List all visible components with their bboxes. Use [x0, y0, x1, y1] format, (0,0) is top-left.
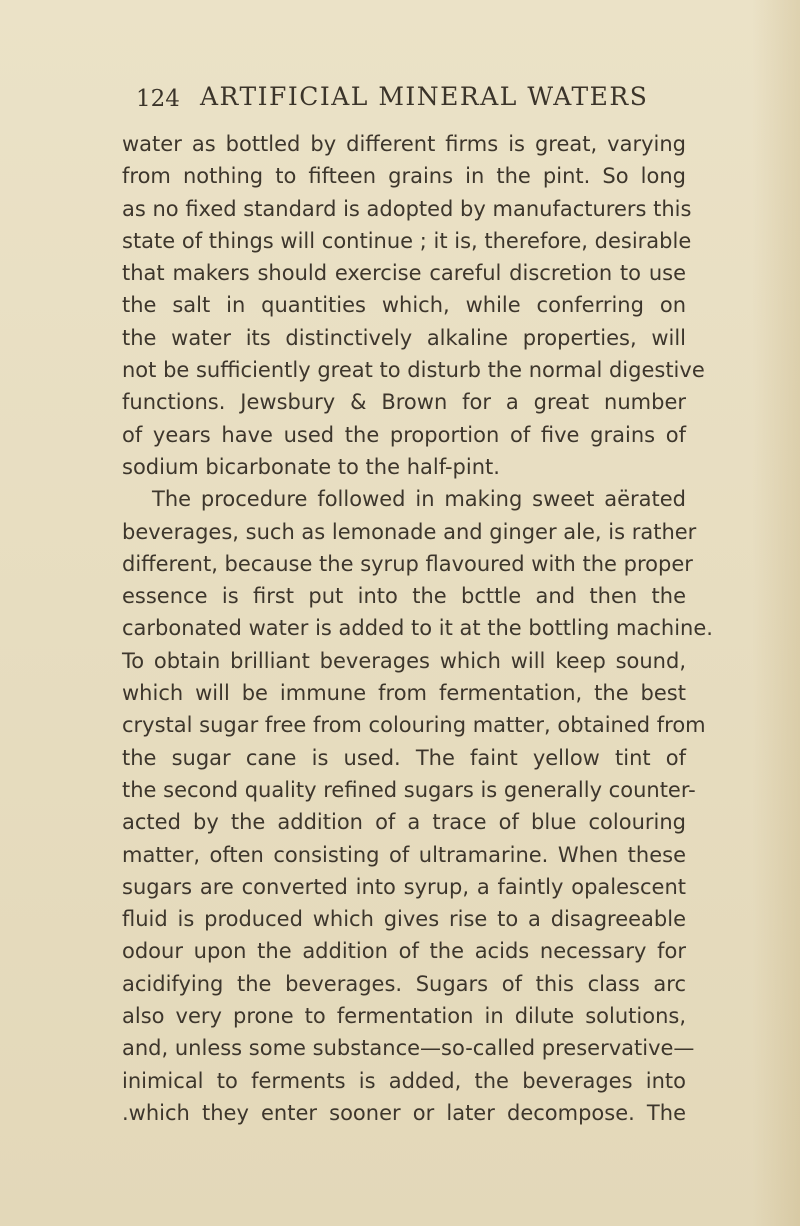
text-line: and, unless some substance—so-called preservative— — [122, 1036, 695, 1061]
text-line: sugars are converted into syrup, a faintly opalescent — [122, 874, 686, 899]
text-line: water as bottled by different firms is great, varying — [122, 132, 686, 156]
text-line: functions. Jewsbury & Brown for a great number — [122, 390, 686, 415]
text-line: different, because the syrup flavoured with the proper — [122, 551, 693, 576]
paragraph-end-line: sodium bicarbonate to the half-pint. — [122, 454, 500, 479]
text-line: the second quality refined sugars is generally counter- — [122, 777, 696, 802]
text-line: acted by the addition of a trace of blue colouring — [122, 810, 686, 835]
text-line: fluid is produced which gives rise to a disagreeable — [122, 907, 686, 932]
page-number: 124 — [136, 86, 180, 112]
text-line: odour upon the addition of the acids necessary for — [122, 939, 686, 964]
text-line: beverages, such as lemonade and ginger ale, is rather — [122, 519, 697, 544]
text-line: crystal sugar free from colouring matter, obtained from — [122, 713, 706, 738]
text-line: essence is first put into the bcttle and then the — [122, 584, 686, 609]
text-line: the salt in quantities which, while conferring on — [122, 293, 686, 318]
text-line: inimical to ferments is added, the beverages into — [122, 1068, 686, 1093]
text-line: as no fixed standard is adopted by manufacturers this — [122, 196, 692, 221]
paragraph-start-line: The procedure followed in making sweet aërated — [152, 487, 686, 512]
body-text — [122, 128, 713, 1129]
text-line: acidifying the beverages. Sugars of this class arc — [122, 971, 686, 996]
text-line: also very prone to fermentation in dilute solutions, — [122, 1004, 686, 1029]
text-line: of years have used the proportion of five grains of — [122, 422, 686, 447]
text-line: matter, often consisting of ultramarine. When these — [122, 842, 686, 867]
text-line: from nothing to fifteen grains in the pint. So long — [122, 164, 686, 189]
text-line: not be sufficiently great to disturb the normal digestive — [122, 358, 705, 383]
text-line: To obtain brilliant beverages which will keep sound, — [122, 648, 686, 673]
text-line: carbonated water is added to it at the bottling machine. — [122, 616, 713, 641]
text-line: that makers should exercise careful discretion to use — [122, 261, 686, 286]
running-head — [128, 78, 688, 118]
text-line: .which they enter sooner or later decompose. The — [122, 1100, 686, 1125]
text-line: the sugar cane is used. The faint yellow tint of — [122, 745, 686, 770]
running-title: ARTIFICIAL MINERAL WATERS — [200, 82, 649, 111]
text-line: state of things will continue ; it is, therefore, desirable — [122, 228, 692, 253]
text-line: the water its distinctively alkaline properties, will — [122, 325, 686, 350]
text-line: which will be immune from fermentation, the best — [122, 681, 686, 706]
